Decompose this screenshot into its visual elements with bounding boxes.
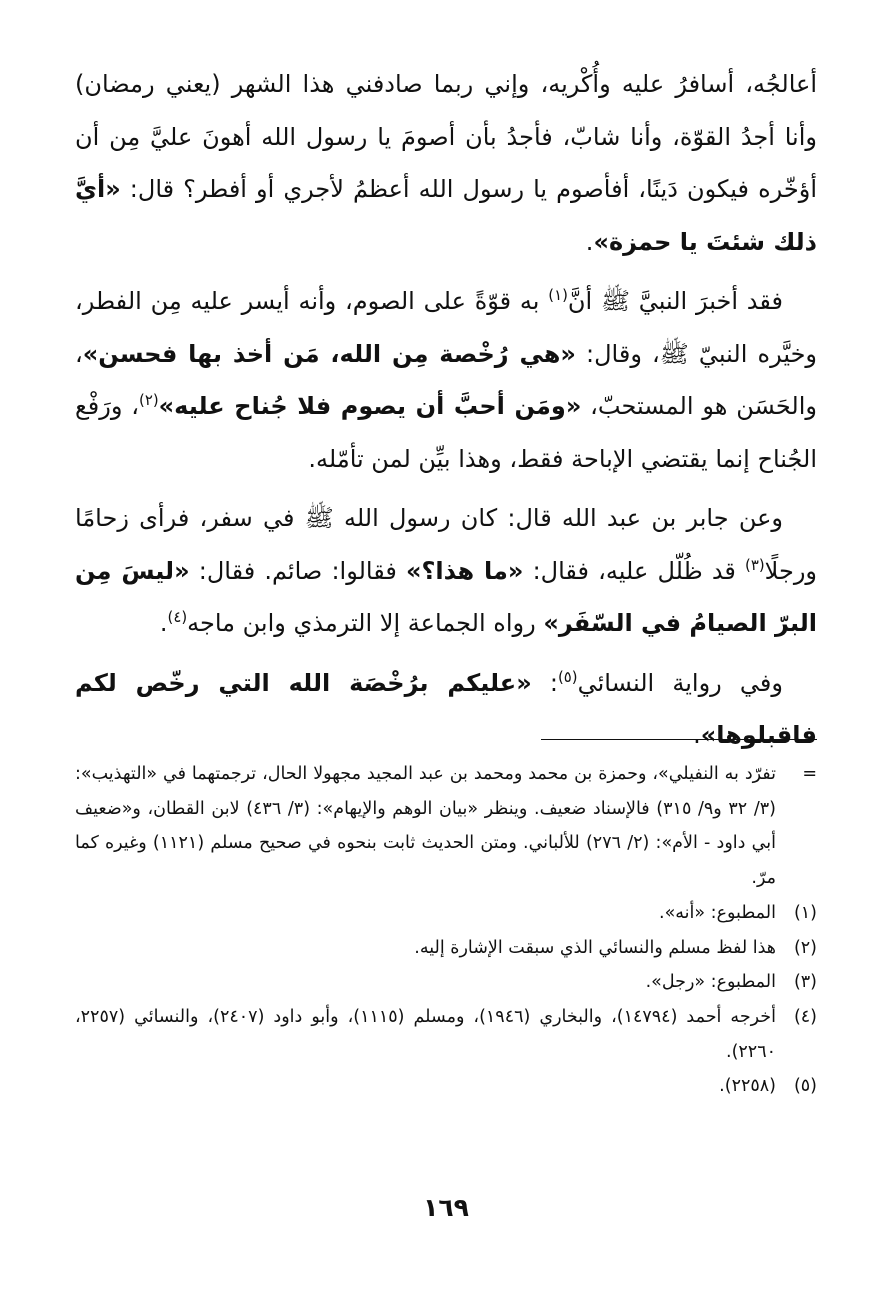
hadith-quote: «عليكم برُخْصَة الله التي رخّص لكم فاقبلوها» [75, 668, 817, 749]
hadith-quote: «أيَّ ذلك شئتَ يا حمزة» [75, 175, 817, 256]
footnote-text: (٢٢٥٨). [719, 1076, 776, 1097]
paragraph-4: وفي رواية النسائي$^{(٥)}$: «عليكم برُخْصَة الله التي رخّص لكم فاقبلوها». [75, 667, 817, 749]
footnote-number: (٢) [793, 937, 817, 958]
footnote-4 [75, 1000, 817, 1069]
footnote-marker: = [802, 764, 817, 784]
footnote-text: تفرّد به النفيلي»، وحمزة بن محمد ومحمد بن عبد المجيد مجهولا الحال، ترجمتهما في «التهذيب»: (٣/ ٣٢ و٩/ ٣١٥) فالإسناد ضعيف. وينظر «بيان الوهم والإيهام»: (٣/ ٤٣٦) لابن القطان، و«ضعيف أبي داود - الأم»: (٢/ ٢٧٦) للألباني. ومتن الحديث ثابت بنحوه في صحيح مسلم (١١٢١) وغيره كما مرّ. [75, 764, 776, 889]
footnote-5 [75, 1069, 817, 1104]
footnote-number: (٤) [793, 1006, 817, 1027]
footnote-text: المطبوع: «أنه». [659, 902, 776, 923]
page-number: ١٦٩ [423, 1193, 469, 1222]
footnote-3 [75, 965, 817, 1000]
paragraph-2: فقد أخبرَ النبيَّ ﷺ أنَّ$^{(١)}$ به قوّةً على الصوم، وأنه أيسر عليه مِن الفطر، وخيَّره النبيّ ﷺ، وقال: «هي رُخْصة مِن الله، مَن أخذ بها فحسن»، والحَسَن هو المستحبّ، «ومَن أحبَّ أن يصوم فلا جُناح عليه»$^{(٢)}$، ورَفْع الجُناح إنما يقتضي الإباحة فقط، وهذا بيِّن لمن تأمّله. [75, 286, 817, 473]
footnote-text: هذا لفظ مسلم والنسائي الذي سبقت الإشارة إليه. [414, 937, 776, 958]
footnote-ref-5[interactable]: (٥) [557, 667, 578, 686]
hadith-quote: «هي رُخْصة مِن الله، مَن أخذ بها فحسن» [82, 339, 576, 368]
footnote-continued [75, 757, 817, 896]
main-text [75, 58, 817, 769]
footnote-2 [75, 931, 817, 966]
footnote-number: (١) [793, 902, 817, 923]
footnote-number: (٥) [793, 1076, 817, 1097]
footnote-ref-1[interactable]: (١) [548, 286, 568, 304]
footnote-text: المطبوع: «رجل». [645, 972, 776, 993]
hadith-quote: «ليسَ مِن البرّ الصيامُ في السّفَر» [75, 556, 817, 637]
footnote-ref-3[interactable]: (٣) [745, 555, 765, 574]
hadith-quote: «ومَن أحبَّ أن يصوم فلا جُناح عليه» [158, 392, 582, 420]
paragraph-3: وعن جابر بن عبد الله قال: كان رسول الله ﷺ في سفر، فرأى زحامًا ورجلًا$^{(٣)}$ قد ظُلّل عليه، فقال: «ما هذا؟» فقالوا: صائم. فقال: «ليسَ مِن البرّ الصيامُ في السّفَر» رواه الجماعة إلا الترمذي وابن ماجه$^{(٤)}$. [75, 504, 818, 637]
footnotes [75, 757, 817, 1104]
footnote-text: أخرجه أحمد (١٤٧٩٤)، والبخاري (١٩٤٦)، ومسلم (١١١٥)، وأبو داود (٢٤٠٧)، والنسائي (٢٢٥٧، ٢٢٦٠). [75, 1006, 776, 1062]
footnote-ref-4[interactable]: (٤) [167, 608, 188, 626]
hadith-quote: «ما هذا؟» [406, 556, 524, 585]
footnote-1 [75, 896, 817, 931]
footnote-ref-2[interactable]: (٢) [139, 391, 159, 409]
paragraph-1: أعالجُه، أسافرُ عليه وأُكْريه، وإني ربما صادفني هذا الشهر (يعني رمضان) وأنا أجدُ القوّة، وأنا شابّ، فأجدُ بأن أصومَ يا رسول الله أهونَ عليَّ مِن أن أؤخّره فيكون دَينًا، أفأصوم يا رسول الله أعظمُ لأجري أو أفطر؟ قال: «أيَّ ذلك شئتَ يا حمزة». [75, 70, 817, 256]
footnote-divider [541, 739, 817, 740]
footnote-number: (٣) [793, 972, 817, 993]
